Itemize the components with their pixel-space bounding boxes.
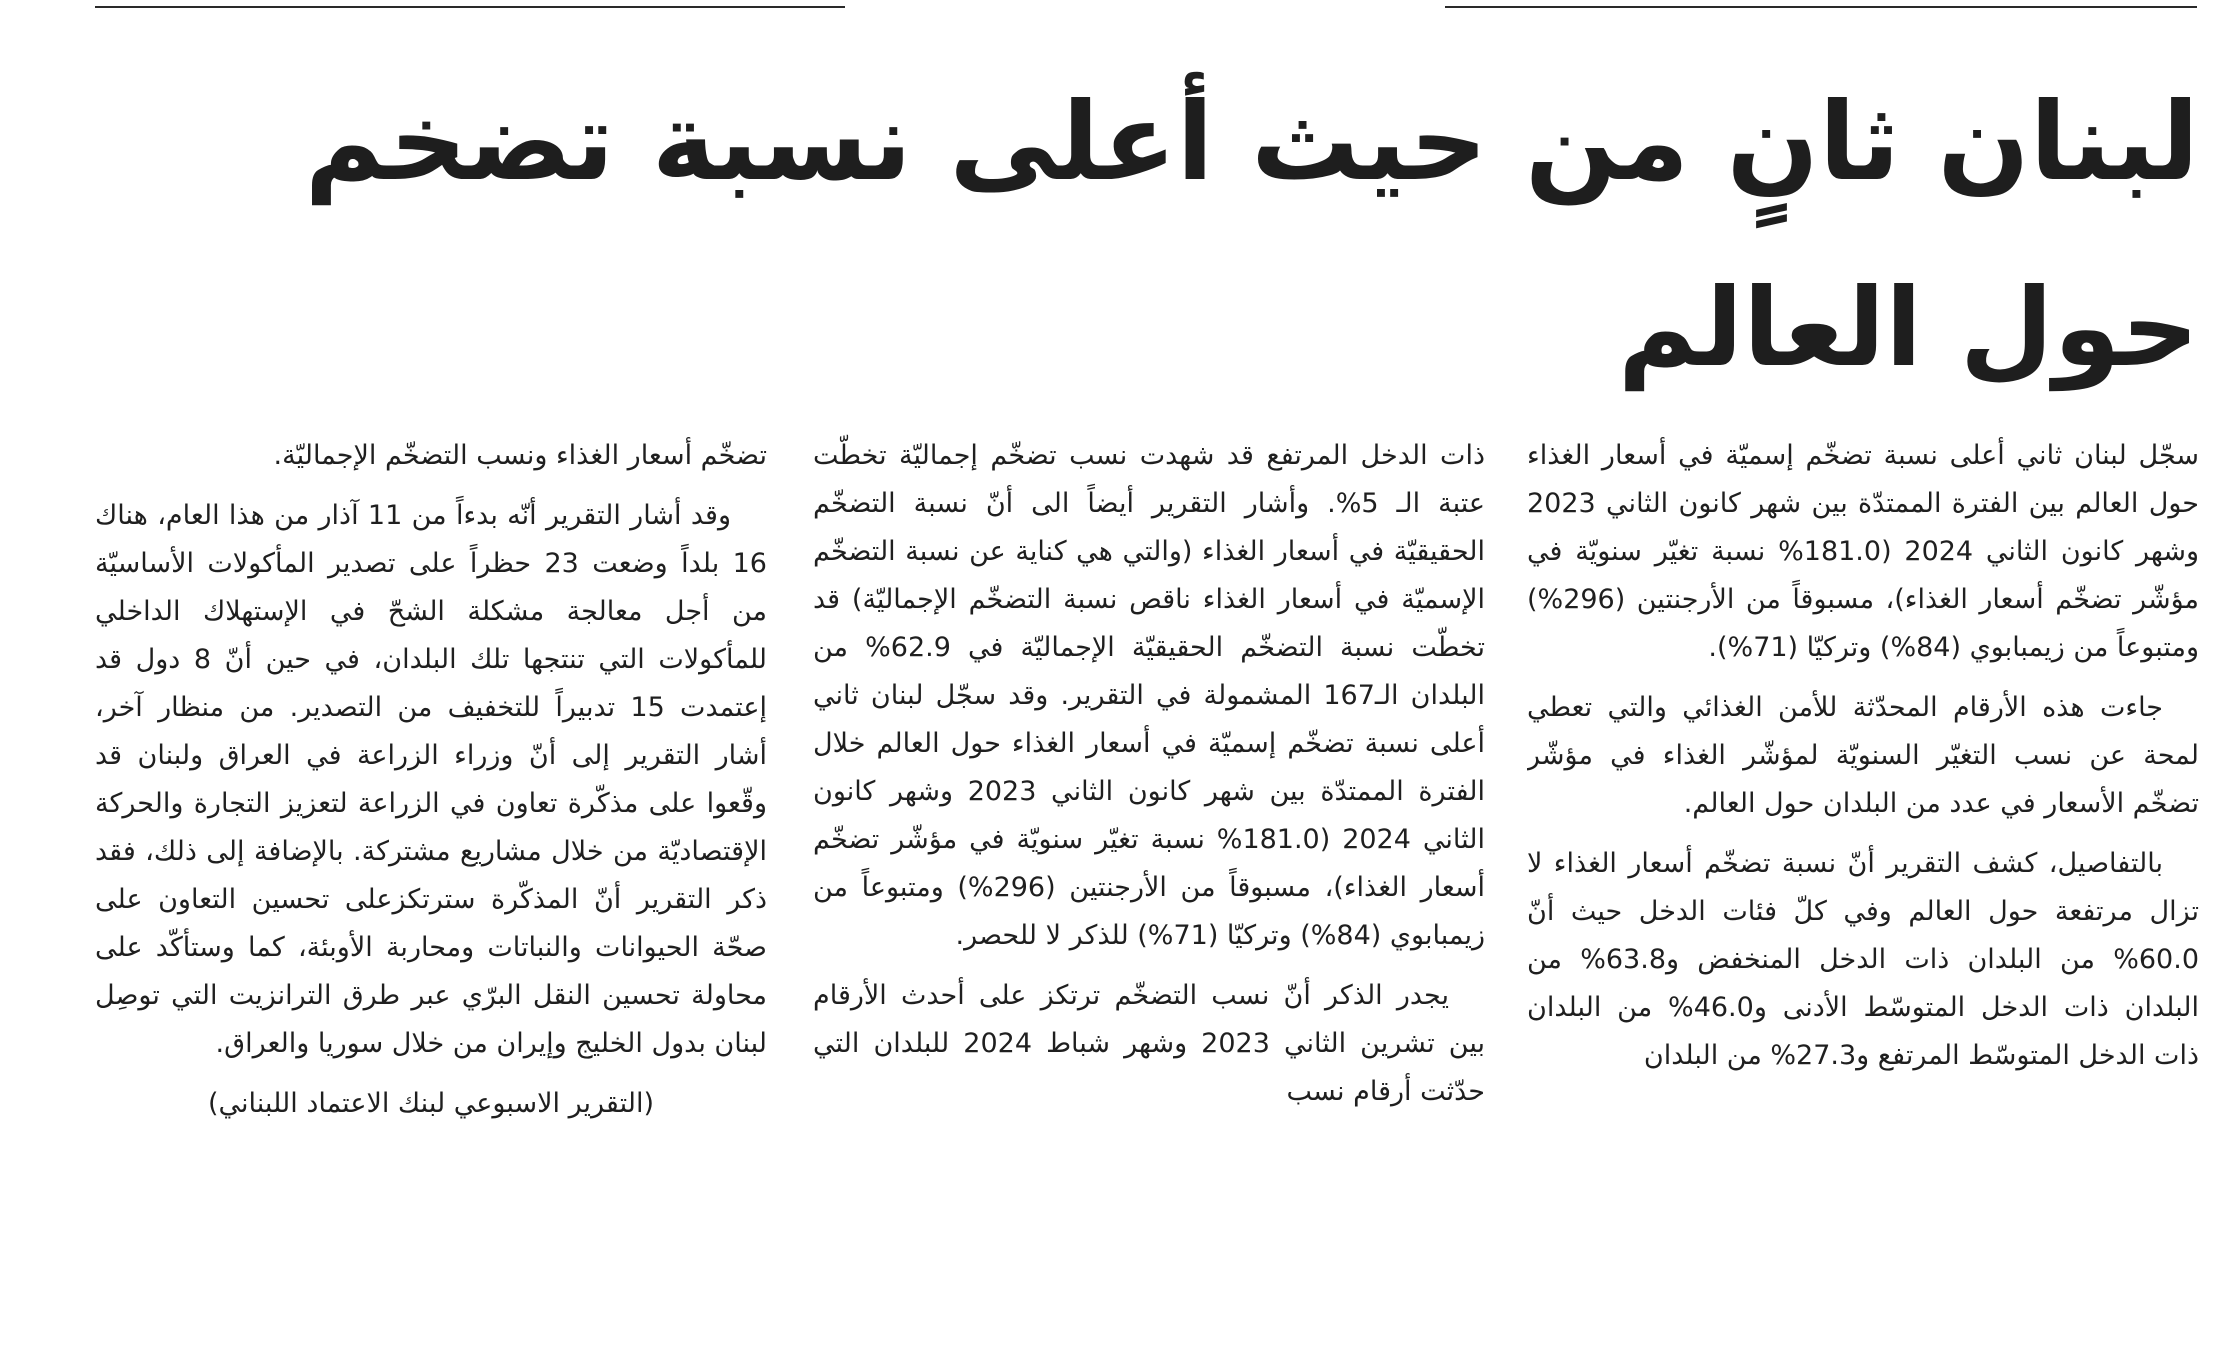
top-rule-left bbox=[95, 6, 845, 8]
paragraph: ذات الدخل المرتفع قد شهدت نسب تضخّم إجماليّة تخطّت عتبة الـ 5%. وأشار التقرير أيضاً الى أنّ نسبة التضخّم الحقيقيّة في أسعار الغذاء (والتي هي كناية عن نسبة التضخّم الإسميّة في أسعار الغذاء ناقص نسبة التضخّم الإجماليّة) قد تخطّت نسبة التضخّم الحقيقيّة الإجماليّة في 62.9% من البلدان الـ167 المشمولة في التقرير. وقد سجّل لبنان ثاني أعلى نسبة تضخّم إسميّة في أسعار الغذاء حول العالم خلال الفترة الممتدّة بين شهر كانون الثاني 2023 وشهر كانون الثاني 2024 (181.0% نسبة تغيّر سنويّة في مؤشّر تضخّم أسعار الغذاء)، مسبوقاً من الأرجنتين (296%) ومتبوعاً من زيمبابوي (84%) وتركيّا (71%) للذكر لا للحصر. bbox=[813, 440, 1485, 951]
paragraph: تضخّم أسعار الغذاء ونسب التضخّم الإجماليّة. bbox=[273, 440, 767, 471]
top-rule-right bbox=[1445, 6, 2197, 8]
paragraph: جاءت هذه الأرقام المحدّثة للأمن الغذائي والتي تعطي لمحة عن نسب التغيّر السنويّة لمؤشّر الغذاء في مؤشّر تضخّم الأسعار في عدد من البلدان حول العالم. bbox=[1527, 692, 2199, 819]
article-headline: لبنان ثانٍ من حيث أعلى نسبة تضخم حول العالم bbox=[304, 80, 2199, 391]
article-column-1 bbox=[1527, 432, 2199, 1344]
paragraph: سجّل لبنان ثاني أعلى نسبة تضخّم إسميّة في أسعار الغذاء حول العالم بين الفترة الممتدّة بين شهر كانون الثاني 2023 وشهر كانون الثاني 2024 (181.0% نسبة تغيّر سنويّة في مؤشّر تضخّم أسعار الغذاء)، مسبوقاً من الأرجنتين (296%) ومتبوعاً من زيمبابوي (84%) وتركيّا (71%). bbox=[1527, 440, 2199, 663]
paragraph: وقد أشار التقرير أنّه بدءاً من 11 آذار من هذا العام، هناك 16 بلداً وضعت 23 حظراً على تصدير المأكولات الأساسيّة من أجل معالجة مشكلة الشحّ في الإستهلاك الداخلي للمأكولات التي تنتجها تلك البلدان، في حين أنّ 8 دول قد إعتمدت 15 تدبيراً للتخفيف من التصدير. من منظار آخر، أشار التقرير إلى أنّ وزراء الزراعة في العراق ولبنان قد وقّعوا على مذكّرة تعاون في الزراعة لتعزيز التجارة والحركة الإقتصاديّة من خلال مشاريع مشتركة. بالإضافة إلى ذلك، فقد ذكر التقرير أنّ المذكّرة سترتكزعلى تحسين التعاون على صحّة الحيوانات والنباتات ومحاربة الأوبئة، كما وستأكّد على محاولة تحسين النقل البرّي عبر طرق الترانزيت التي توصِل لبنان بدول الخليج وإيران من خلال سوريا والعراق. bbox=[95, 500, 767, 1059]
source-credit: (التقرير الاسبوعي لبنك الاعتماد اللبناني) bbox=[208, 1088, 654, 1119]
article-column-3 bbox=[95, 432, 767, 1344]
paragraph: يجدر الذكر أنّ نسب التضخّم ترتكز على أحدث الأرقام بين تشرين الثاني 2023 وشهر شباط 2024 للبلدان التي حدّثت أرقام نسب bbox=[813, 980, 1485, 1107]
article-column-2 bbox=[813, 432, 1485, 1344]
paragraph: بالتفاصيل، كشف التقرير أنّ نسبة تضخّم أسعار الغذاء لا تزال مرتفعة حول العالم وفي كلّ فئات الدخل حيث أنّ 60.0% من البلدان ذات الدخل المنخفض و63.8% من البلدان ذات الدخل المتوسّط الأدنى و46.0% من البلدان ذات الدخل المتوسّط المرتفع و27.3% من البلدان bbox=[1527, 848, 2199, 1071]
